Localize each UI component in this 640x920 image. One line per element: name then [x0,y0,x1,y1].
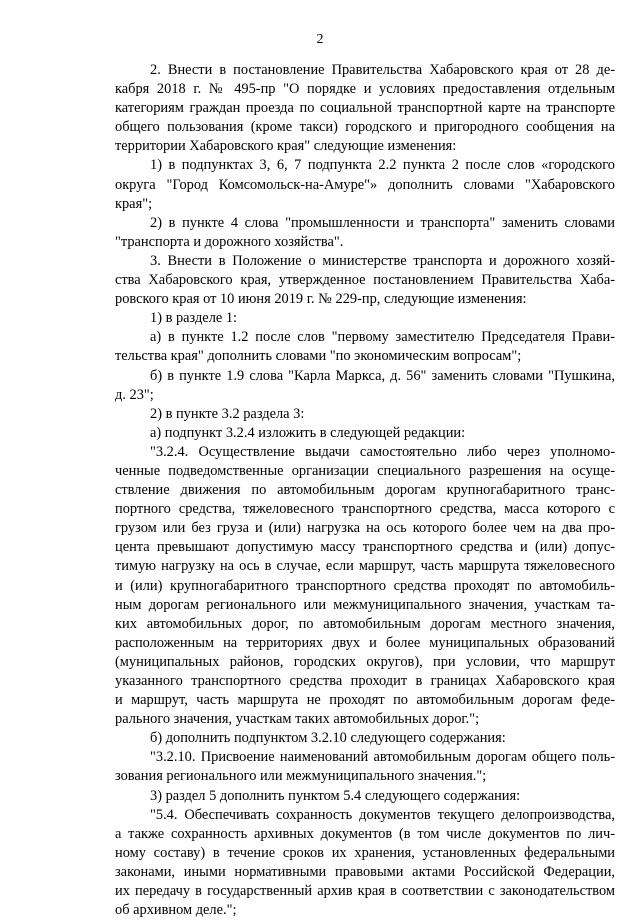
text-line: ровского края от 10 июня 2019 г. № 229-пр, следующие изменения: [115,291,527,308]
text-line: "3.2.4. Осуществление выдачи самостоятельно либо через уполномо- [150,443,615,460]
text-line: и маршрут, часть маршрута не проходят по автомобильным дорогам феде- [115,692,615,709]
text-line: зования регионального или межмуниципального значения."; [115,768,487,785]
text-line: б) в пункте 1.9 слова "Карла Маркса, д. 56" заменить словами "Пушкина, [150,367,615,384]
text-line: а также сохранность архивных документов (в том числе документов по лич- [115,825,615,842]
text-line: 2) в пункте 4 слова "промышленности и транспорта" заменить словами [150,214,615,231]
text-line: "5.4. Обеспечивать сохранность документов текущего делопроизводства, [150,806,615,823]
text-line: законами, иными нормативными правовыми актами Российской Федерации, [115,863,615,880]
text-line: 3. Внести в Положение о министерстве транспорта и дорожного хозяй- [150,252,615,269]
text-line: "3.2.10. Присвоение наименований автомобильным дорогам общего поль- [150,749,615,766]
text-line: их передачу в государственный архив края в соответствии с законодательством [115,883,615,900]
text-line: кабря 2018 г. № 495-пр "О порядке и условиях предоставления отдельным [115,81,615,98]
text-line: а) в пункте 1.2 после слов "первому заместителю Председателя Прави- [150,329,615,346]
text-line: об архивном деле."; [115,902,237,919]
text-line: ному составу) в течение сроков их хранения, установленных федеральными [115,844,615,861]
text-line: тимую нагрузку на ось в случае, если маршрут, часть маршрута тяжеловесного [115,558,615,575]
text-line: края"; [115,195,153,212]
page-number: 2 [316,32,324,47]
text-line: ченные подведомственные организации специального разрешения на осуще- [115,462,615,479]
text-line: категориям граждан проезда по социальной транспортной карте на транспорте [115,100,615,117]
text-line: "транспорта и дорожного хозяйства". [115,233,344,250]
text-line: 2. Внести в постановление Правительства Хабаровского края от 28 де- [150,62,615,78]
text-line: а) подпункт 3.2.4 изложить в следующей редакции: [150,424,466,441]
text-line: территории Хабаровского края" следующие изменения: [115,138,457,155]
text-line: 3) раздел 5 дополнить пунктом 5.4 следующего содержания: [150,787,521,804]
document-body [115,61,615,920]
text-line: д. 23"; [115,386,154,403]
text-line: (муниципальных районов, городских округов), при условии, что маршрут [115,653,615,670]
text-line: 1) в подпунктах 3, 6, 7 подпункта 2.2 пункта 2 после слов «городского [150,157,615,174]
text-line: ствление движения по автомобильным дорогам крупногабаритного транс- [115,482,615,499]
text-line: цента превышают допустимую массу транспортного средства и (или) допус- [115,539,615,556]
text-line: 1) в разделе 1: [150,310,238,327]
text-line: округа "Город Комсомольск-на-Амуре"» дополнить словами "Хабаровского [115,176,615,193]
text-line: указанного транспортного средства проходит в границах Хабаровского края [115,673,615,689]
text-line: рального значения, участкам таких автомобильных дорог."; [115,711,480,728]
text-line: б) дополнить подпунктом 3.2.10 следующего содержания: [150,730,506,747]
text-line: ких автомобильных дорог, по автомобильным дорогам местного значения, [115,615,615,632]
text-line: ства Хабаровского края, утвержденное постановлением Правительства Хаба- [115,272,615,289]
text-line: портного средства, тяжеловесного транспортного средства, масса которого с [115,501,615,518]
text-line: расположенным на территориях двух и более муниципальных образований [115,634,615,651]
text-line: и (или) крупногабаритного транспортного средства проходят по автомобиль- [115,577,615,594]
text-line: 2) в пункте 3.2 раздела 3: [150,405,305,422]
text-line: тельства края" дополнить словами "по экономическим вопросам"; [115,348,522,365]
text-line: общего пользования (кроме такси) городского и пригородного сообщения на [115,119,615,136]
text-line: ным дорогам регионального или межмуниципального значения, участкам та- [115,596,615,613]
text-line: грузом или без груза и (или) нагрузка на ось которого более чем на два про- [115,520,615,537]
